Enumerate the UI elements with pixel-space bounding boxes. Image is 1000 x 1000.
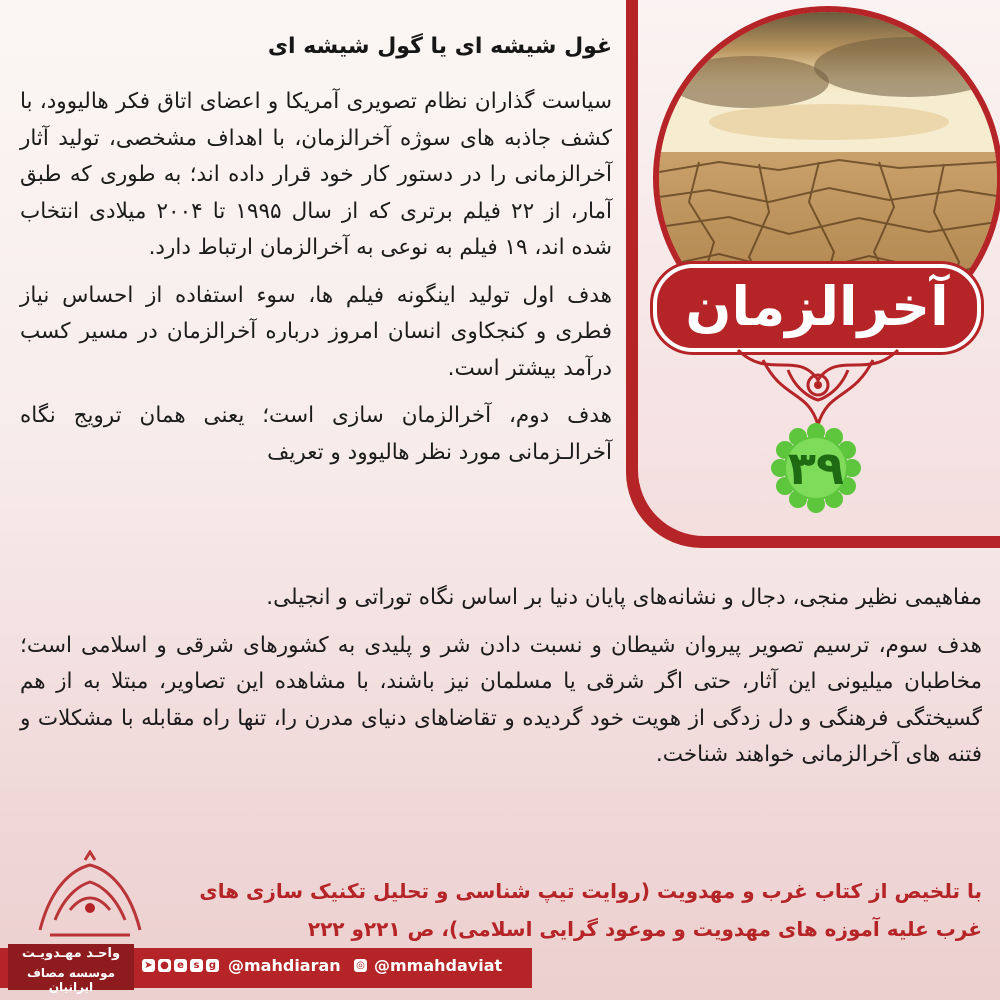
- soroush-icon[interactable]: s: [190, 959, 203, 972]
- org-name: واحـد مهـدویـت: [21, 946, 121, 961]
- bale-icon[interactable]: ●: [158, 959, 171, 972]
- handle-messengers[interactable]: @mahdiaran: [228, 956, 341, 975]
- instagram-icon[interactable]: ◎: [354, 959, 367, 972]
- paragraph-3-continued: مفاهیمی نظیر منجی، دجال و نشانه‌های پایان دنیا بر اساس نگاه توراتی و انجیلی.: [266, 585, 982, 610]
- source-citation: با تلخیص از کتاب غرب و مهدویت (روایت تیپ شناسی و تحلیل تکنیک سازی های غرب علیه آموزه های مهدویت و موعود گرایی اسلامی)، ص ۲۲۱و ۲۲۲: [199, 879, 982, 941]
- paragraph-1: سیاست گذاران نظام تصویری آمریکا و اعضای اتاق فکر هالیوود، با کشف جاذبه های سوژه آخرالزمان، با اهداف مشخصی، تولید آثار آخرالزمانی را در دستور کار خود قرار داده اند؛ به طوری که طبق آمار، از ۲۲ فیلم برتری که از سال ۱۹۹۵ تا ۲۰۰۴ میلادی انتخاب شده اند، ۱۹ فیلم به نوعی به آخرالزمان ارتباط دارد.: [20, 89, 613, 260]
- handle-instagram[interactable]: @mmahdaviat: [374, 956, 503, 975]
- episode-number: ۳۹: [787, 441, 845, 495]
- paragraph-4: هدف سوم، ترسیم تصویر پیروان شیطان و نسبت دادن شر و پلیدی به کشورهای شرقی و اسلامی است؛ مخاطبان میلیونی این آثار، حتی اگر شرقی یا مسلمان نیز باشند، با مشاهده این تصاویر، مبتلا به از هم گسیختگی فرهنگی و دل زدگی از هویت خود گردیده و تقاضاهای دنیای مدرن را، تنها راه مقابله با مشکلات و فتنه های آخرالزمانی خواهند شناخت.: [20, 632, 982, 767]
- article-heading: غول شیشه ای یا گول شیشه ای: [267, 34, 612, 59]
- eitaa-icon[interactable]: e: [174, 959, 187, 972]
- paragraph-2: هدف اول تولید اینگونه فیلم ها، سوء استفاده از احساس نیاز فطری و کنجکاوی انسان امروز درباره آخرالزمان در مسیر کسب درآمد بیشتر است.: [20, 282, 612, 381]
- org-institute: موسسه مصاف ایرانیان: [26, 966, 116, 994]
- full-width-text: [20, 580, 982, 785]
- mahdiaran-calligraphy-logo: [30, 850, 150, 945]
- series-title: آخرالزمان: [653, 264, 981, 352]
- gap-icon[interactable]: g: [206, 959, 219, 972]
- telegram-icon[interactable]: ➤: [142, 959, 155, 972]
- column-text: [20, 84, 612, 482]
- paragraph-3: هدف دوم، آخرالزمان سازی است؛ یعنی همان ترویج نگاه آخرالـزمانی مورد نظر هالیوود و تعریف: [20, 403, 612, 465]
